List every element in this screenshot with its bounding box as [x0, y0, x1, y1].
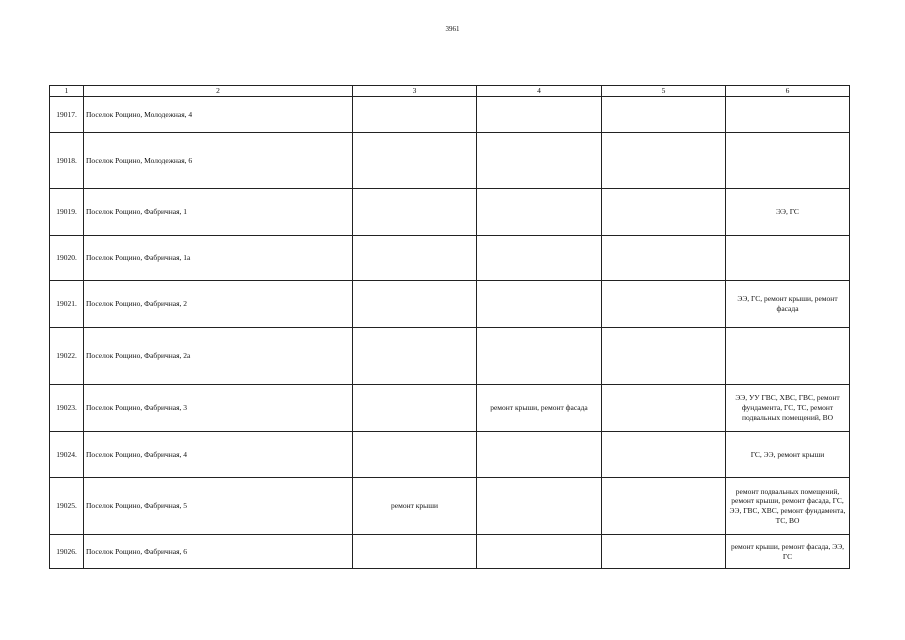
table-row	[50, 133, 850, 189]
row-col4	[477, 236, 602, 281]
header-cell-6: 6	[726, 86, 850, 97]
row-number: 19020.	[50, 236, 84, 281]
row-col4	[477, 281, 602, 328]
row-col5	[602, 97, 726, 133]
row-col4	[477, 189, 602, 236]
registry-table	[49, 85, 850, 569]
row-col6: ЭЭ, ГС	[726, 189, 850, 236]
row-address: Поселок Рощино, Фабричная, 2а	[84, 328, 353, 385]
row-number: 19023.	[50, 385, 84, 432]
row-address: Поселок Рощино, Молодежная, 6	[84, 133, 353, 189]
table-row	[50, 97, 850, 133]
row-col5	[602, 133, 726, 189]
row-address: Поселок Рощино, Фабричная, 4	[84, 432, 353, 478]
row-number: 19018.	[50, 133, 84, 189]
row-col6: ЭЭ, ГС, ремонт крыши, ремонт фасада	[726, 281, 850, 328]
row-col4	[477, 133, 602, 189]
row-address: Поселок Рощино, Фабричная, 1а	[84, 236, 353, 281]
table-row	[50, 328, 850, 385]
row-address: Поселок Рощино, Фабричная, 5	[84, 478, 353, 535]
row-address: Поселок Рощино, Фабричная, 2	[84, 281, 353, 328]
row-col3	[353, 385, 477, 432]
row-col4: ремонт крыши, ремонт фасада	[477, 385, 602, 432]
row-number: 19024.	[50, 432, 84, 478]
row-address: Поселок Рощино, Фабричная, 1	[84, 189, 353, 236]
header-cell-4: 4	[477, 86, 602, 97]
header-row	[50, 86, 850, 97]
row-col3	[353, 432, 477, 478]
table-row	[50, 189, 850, 236]
row-col4	[477, 97, 602, 133]
header-cell-5: 5	[602, 86, 726, 97]
header-cell-2: 2	[84, 86, 353, 97]
row-col3	[353, 97, 477, 133]
row-col3	[353, 133, 477, 189]
header-cell-3: 3	[353, 86, 477, 97]
row-col6: ремонт подвальных помещений, ремонт крыши, ремонт фасада, ГС, ЭЭ, ГВС, ХВС, ремонт фундамента, ТС, ВО	[726, 478, 850, 535]
row-col6	[726, 133, 850, 189]
row-col3	[353, 189, 477, 236]
table-row	[50, 535, 850, 569]
header-cell-1: 1	[50, 86, 84, 97]
row-col5	[602, 328, 726, 385]
row-col4	[477, 328, 602, 385]
row-col5	[602, 385, 726, 432]
row-col6: ГС, ЭЭ, ремонт крыши	[726, 432, 850, 478]
table-row	[50, 432, 850, 478]
row-col5	[602, 281, 726, 328]
row-number: 19017.	[50, 97, 84, 133]
row-col3: ремонт крыши	[353, 478, 477, 535]
row-col5	[602, 432, 726, 478]
row-number: 19025.	[50, 478, 84, 535]
row-number: 19022.	[50, 328, 84, 385]
row-address: Поселок Рощино, Молодежная, 4	[84, 97, 353, 133]
table-row	[50, 478, 850, 535]
table-row	[50, 236, 850, 281]
row-col6	[726, 97, 850, 133]
row-number: 19021.	[50, 281, 84, 328]
row-col5	[602, 478, 726, 535]
row-col6	[726, 236, 850, 281]
row-col3	[353, 281, 477, 328]
row-col4	[477, 432, 602, 478]
row-col3	[353, 535, 477, 569]
row-number: 19026.	[50, 535, 84, 569]
row-col3	[353, 236, 477, 281]
row-number: 19019.	[50, 189, 84, 236]
row-col4	[477, 535, 602, 569]
row-col3	[353, 328, 477, 385]
row-col5	[602, 189, 726, 236]
table-row	[50, 385, 850, 432]
row-col6: ремонт крыши, ремонт фасада, ЭЭ, ГС	[726, 535, 850, 569]
row-col5	[602, 236, 726, 281]
row-address: Поселок Рощино, Фабричная, 6	[84, 535, 353, 569]
page-number: 3961	[445, 25, 460, 33]
row-address: Поселок Рощино, Фабричная, 3	[84, 385, 353, 432]
table-row	[50, 281, 850, 328]
row-col6	[726, 328, 850, 385]
row-col5	[602, 535, 726, 569]
row-col4	[477, 478, 602, 535]
row-col6: ЭЭ, УУ ГВС, ХВС, ГВС, ремонт фундамента, ГС, ТС, ремонт подвальных помещений, ВО	[726, 385, 850, 432]
